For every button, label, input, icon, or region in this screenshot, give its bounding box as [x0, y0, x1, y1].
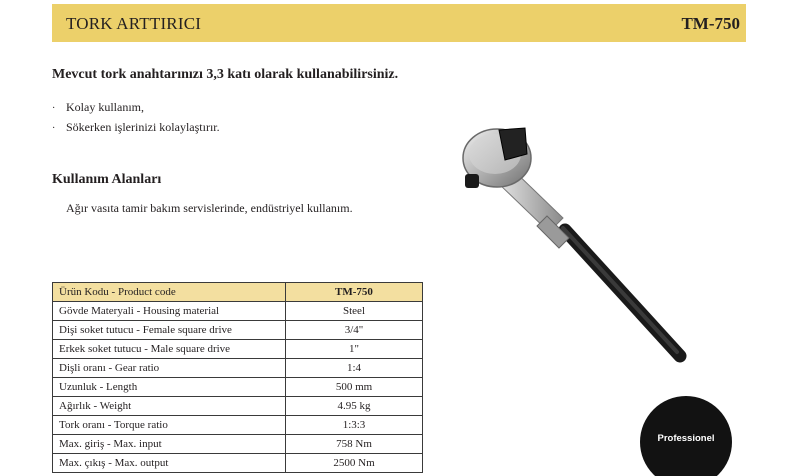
model-code: TM-750: [681, 14, 740, 33]
spec-label: Max. giriş - Max. input: [53, 435, 286, 454]
spec-value: 1:3:3: [286, 416, 423, 435]
spec-label: Ağırlık - Weight: [53, 397, 286, 416]
spec-value: 758 Nm: [286, 435, 423, 454]
usage-title: Kullanım Alanları: [52, 172, 162, 187]
spec-label: Uzunluk - Length: [53, 378, 286, 397]
spec-header-row: [53, 283, 423, 302]
spec-row: [53, 340, 423, 359]
feature-item: [52, 119, 220, 139]
spec-label: Gövde Materyali - Housing material: [53, 302, 286, 321]
header-bar: [52, 4, 746, 42]
professional-badge: [640, 396, 732, 476]
spec-row: [53, 454, 423, 473]
spec-label: Dişli oranı - Gear ratio: [53, 359, 286, 378]
feature-text: Sökerken işlerinizi kolaylaştırır.: [66, 120, 220, 134]
spec-label: Ürün Kodu - Product code: [53, 283, 286, 302]
spec-label: Dişi soket tutucu - Female square drive: [53, 321, 286, 340]
feature-list: [52, 99, 220, 139]
spec-label: Tork oranı - Torque ratio: [53, 416, 286, 435]
spec-row: [53, 378, 423, 397]
spec-value: 3/4": [286, 321, 423, 340]
spec-value: 2500 Nm: [286, 454, 423, 473]
lead-text: Mevcut tork anahtarınızı 3,3 katı olarak kullanabilirsiniz.: [52, 67, 399, 82]
feature-item: [52, 99, 220, 119]
bullet-icon: ·: [52, 123, 56, 134]
spec-value: 1:4: [286, 359, 423, 378]
spec-row: [53, 435, 423, 454]
bullet-icon: ·: [52, 103, 56, 114]
spec-row: [53, 321, 423, 340]
spec-row: [53, 416, 423, 435]
torque-multiplier-wrench-icon: [455, 118, 695, 368]
spec-value: 1": [286, 340, 423, 359]
spec-value: 500 mm: [286, 378, 423, 397]
feature-text: Kolay kullanım,: [66, 100, 144, 114]
badge-label: Professionel: [657, 433, 715, 444]
spec-label: Erkek soket tutucu - Male square drive: [53, 340, 286, 359]
page-title: TORK ARTTIRICI: [66, 14, 202, 33]
spec-label: Max. çıkış - Max. output: [53, 454, 286, 473]
spec-row: [53, 302, 423, 321]
spec-table: [52, 282, 423, 473]
spec-value: TM-750: [286, 283, 423, 302]
spec-value: 4.95 kg: [286, 397, 423, 416]
spec-row: [53, 397, 423, 416]
usage-text: Ağır vasıta tamir bakım servislerinde, endüstriyel kullanım.: [66, 201, 353, 215]
spec-row: [53, 359, 423, 378]
spec-value: Steel: [286, 302, 423, 321]
